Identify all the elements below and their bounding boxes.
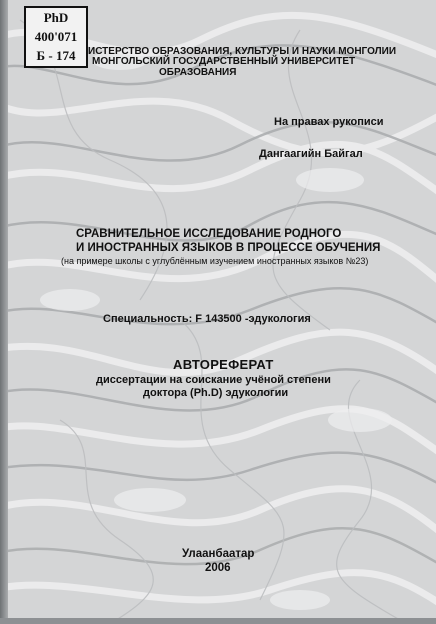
stamp-line-3: Б - 174 [36, 48, 76, 63]
library-stamp [24, 6, 88, 68]
ministry-name: ИСТЕРСТВО ОБРАЗОВАНИЯ, КУЛЬТУРЫ И НАУКИ МОНГОЛИИ [88, 46, 397, 57]
specialty: Специальность: F 143500 -эдукология [103, 313, 311, 325]
thesis-title-line-1: СРАВНИТЕЛЬНОЕ ИССЛЕДОВАНИЕ РОДНОГО [76, 228, 342, 240]
dissertation-line-2: доктора (Ph.D) эдукологии [143, 387, 289, 399]
university-name: МОНГОЛЬСКИЙ ГОСУДАРСТВЕННЫЙ УНИВЕРСИТЕТ [92, 56, 356, 67]
abstract-heading: АВТОРЕФЕРАТ [173, 357, 274, 372]
stamp-line-1: PhD [43, 10, 69, 25]
city: Улаанбаатар [182, 548, 255, 560]
manuscript-rights-note: На правах рукописи [274, 116, 384, 128]
thesis-subtitle: (на примере школы с углублённым изучением иностранных языков №23) [61, 256, 369, 266]
dissertation-line-1: диссертации на соискание учёной степени [96, 374, 331, 386]
page-edge-left [0, 0, 8, 624]
year: 2006 [205, 562, 231, 574]
thesis-title-line-2: И ИНОСТРАННЫХ ЯЗЫКОВ В ПРОЦЕССЕ ОБУЧЕНИЯ [76, 242, 381, 254]
faculty-name: ОБРАЗОВАНИЯ [159, 67, 237, 78]
page-edge-bottom [0, 618, 436, 624]
author-name: Дангаагийн Байгал [259, 148, 363, 160]
stamp-line-2: 400'071 [34, 29, 78, 44]
